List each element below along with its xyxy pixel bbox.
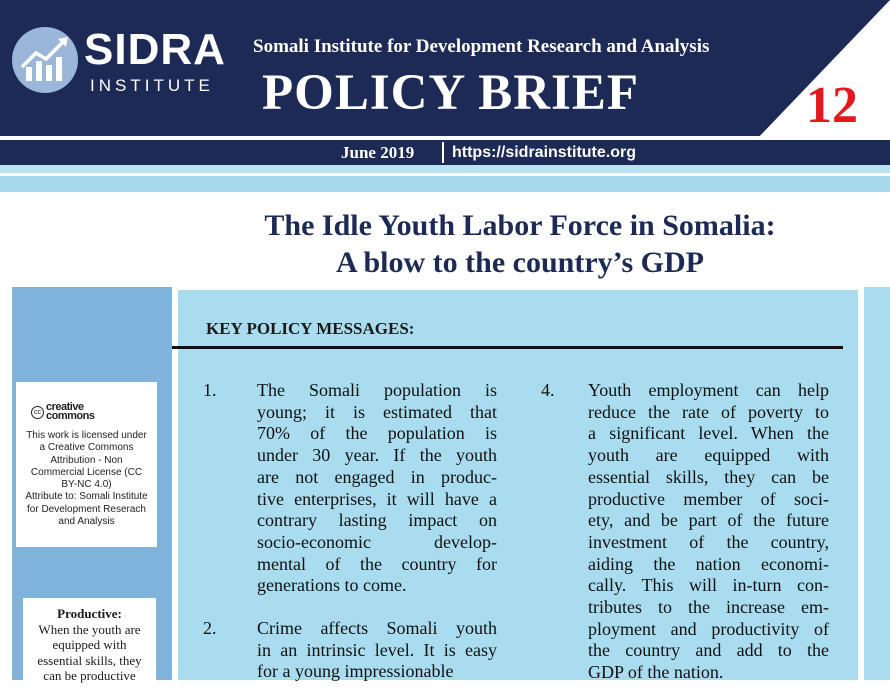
productive-line: equipped with [52,637,127,652]
logo-subtitle: INSTITUTE [90,76,214,95]
message-line: investment of the country, [588,531,829,552]
website-link[interactable]: https://sidrainstitute.org [452,144,636,161]
section-heading: KEY POLICY MESSAGES: [206,319,415,338]
message-line: essential skills, they can be [588,466,829,487]
item-number: 4. [541,380,555,400]
creative-commons-logo-icon: cc creative commons [31,403,94,421]
message-line: productive member of soci- [588,488,829,509]
license-line: for Development Reserach [27,503,146,515]
item-number: 1. [203,380,217,400]
message-line: under 30 year. If the youth [257,445,497,466]
cc-logo-line: commons [46,410,95,422]
message-line: a significant level. When the [588,423,829,444]
productive-line: When the youth are [38,621,141,637]
institute-name: Somali Institute for Development Research and Analysis [253,36,710,57]
license-line: BY-NC 4.0) [61,479,112,491]
message-line: young; it is estimated that [257,401,497,422]
right-margin-band [864,287,890,680]
title-line: A blow to the country’s GDP [335,246,705,279]
message-line: cally. This will in-turn con- [588,575,829,596]
title-line: The Idle Youth Labor Force in Somalia: [264,209,776,242]
message-line: tive enterprises, it will have a [257,488,497,509]
sidra-logo-icon [12,27,78,93]
message-line: generations to come. [257,575,407,596]
message-line: in an intrinsic level. It is easy [257,639,497,660]
message-line: socio-economic develop- [257,531,497,552]
message-line: contrary lasting impact on [257,510,497,531]
productive-line: essential skills, they [37,652,142,668]
section-divider [172,346,843,349]
license-line: and Analysis [58,516,115,528]
productive-heading: Productive: [57,606,122,621]
message-line: The Somali population is [257,380,497,400]
license-text [20,430,153,528]
policy-message-2 [257,618,497,683]
brief-title: POLICY BRIEF [262,65,640,121]
license-line: This work is licensed under [26,430,147,441]
publication-date: June 2019 [341,143,415,162]
license-line: Commercial License (CC [30,466,143,478]
message-line: tributes to the increase em- [588,597,829,618]
message-line: youth are equipped with [588,445,829,466]
message-line: Youth employment can help [588,380,829,400]
message-line: aiding the nation economi- [588,553,829,574]
message-line: the country and add to the [588,640,829,661]
message-line: ployment and productivity of [588,618,829,639]
license-line: a Creative Commons [39,442,134,454]
header-stripe [0,176,890,192]
productive-callout-text [25,606,154,684]
date-bar [0,140,890,165]
policy-message-1 [257,380,497,597]
header-stripe [0,165,890,173]
productive-line: can be productive [43,668,136,683]
item-number: 2. [203,618,217,638]
issue-number: 12 [806,77,858,134]
message-line: Crime affects Somali youth [257,618,497,638]
message-line: 70% of the population is [257,423,497,444]
cc-logo-line: creative [46,401,84,413]
message-line: ety, and be part of the future [588,510,829,531]
license-line: Attribute to: Somali Institute [25,491,148,503]
date-separator [442,142,444,163]
message-line: for a young impressionable [257,661,454,682]
message-line: mental of the country for [257,553,497,574]
policy-message-4 [588,380,829,684]
license-line: Attribution - Non [50,454,123,466]
message-line: GDP of the nation. [588,662,724,683]
document-title [190,207,850,281]
message-line: are not engaged in produc- [257,466,497,487]
logo-wordmark: SIDRA [84,25,226,74]
message-line: reduce the rate of poverty to [588,401,829,422]
